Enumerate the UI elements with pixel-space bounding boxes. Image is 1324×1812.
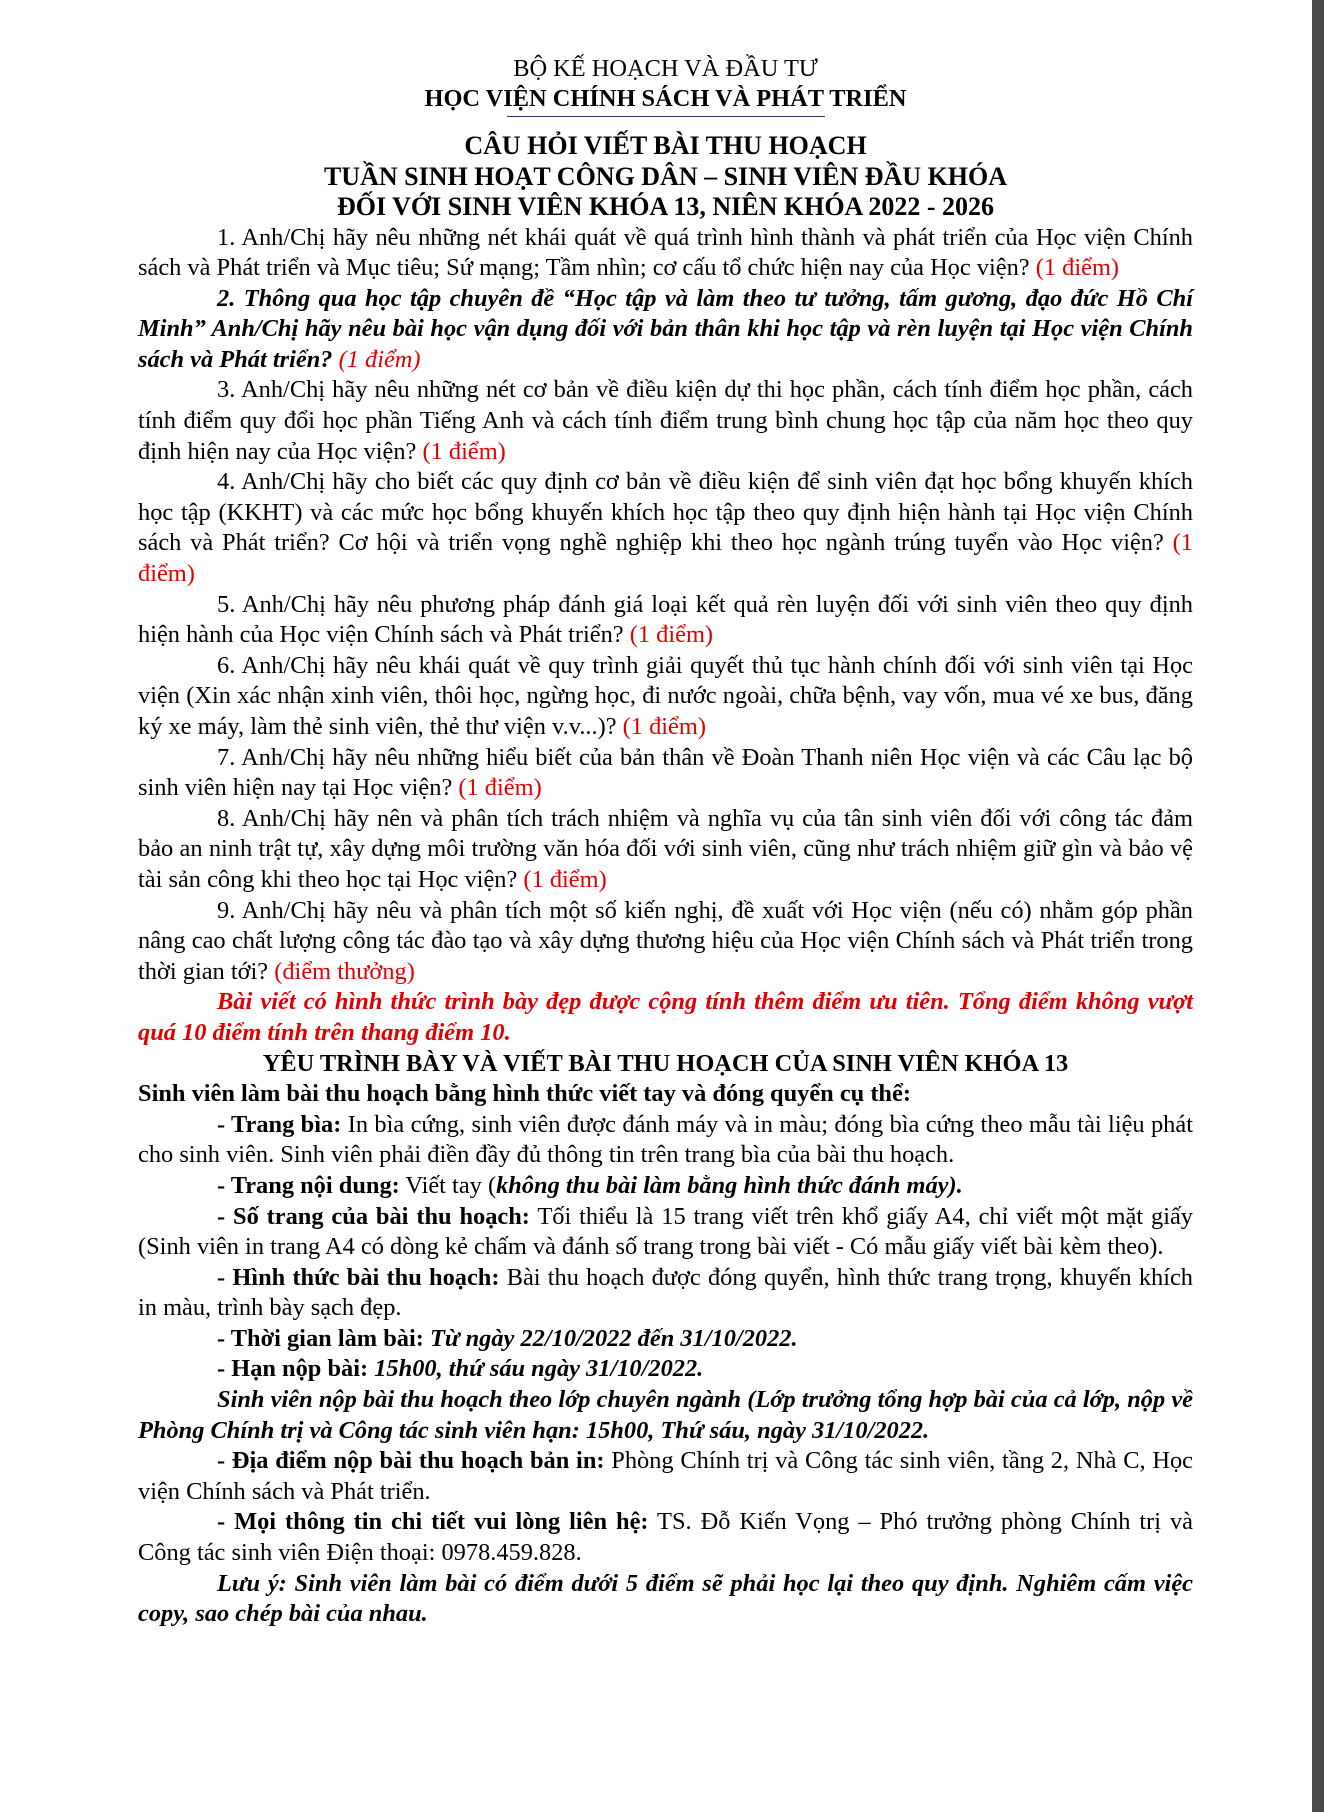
req-text: In bìa cứng, sinh viên được đánh máy và in màu; đóng bìa cứng theo mẫu tài liệu phát cho sinh viên. Sinh viên phải điền đầy đủ thông tin trên trang bìa của bài thu hoạch. <box>138 1110 1193 1169</box>
req-label: - Trang nội dung: <box>217 1171 400 1199</box>
req-emphasis: không thu bài làm bằng hình thức đánh máy). <box>496 1171 963 1199</box>
req-location <box>138 1446 1193 1507</box>
question-2 <box>138 284 1193 376</box>
header-underline <box>507 116 825 117</box>
question-text: 7. Anh/Chị hãy nêu những hiểu biết của bản thân về Đoàn Thanh niên Học viện và các Câu lạc bộ sinh viên hiện nay tại Học viện? <box>138 743 1193 802</box>
document-title <box>138 131 1193 223</box>
question-1 <box>138 223 1193 284</box>
question-score: (1 điểm) <box>138 529 1193 588</box>
question-5 <box>138 590 1193 651</box>
question-score: (điểm thưởng) <box>274 957 415 985</box>
question-text: 8. Anh/Chị hãy nên và phân tích trách nhiệm và nghĩa vụ của tân sinh viên đối với công tác đảm bảo an ninh trật tự, xây dựng môi trường văn hóa đối với sinh viên, cũng như trách nhiệm giữ gìn và bảo vệ tài sản công khi theo học tại Học viện? <box>138 804 1193 893</box>
document-body <box>138 54 1193 1630</box>
question-text: 9. Anh/Chị hãy nêu và phân tích một số kiến nghị, đề xuất với Học viện (nếu có) nhằm góp phần nâng cao chất lượng công tác đào tạo và xây dựng thương hiệu của Học viện Chính sách và Phát triển trong thời gian tới? <box>138 896 1193 985</box>
question-score: (1 điểm) <box>622 713 706 740</box>
title-line-3: ĐỐI VỚI SINH VIÊN KHÓA 13, NIÊN KHÓA 2022 - 2026 <box>336 192 995 221</box>
req-text: Tối thiểu là 15 trang viết trên khổ giấy A4, chỉ viết một mặt giấy (Sinh viên in trang A4 có dòng kẻ chấm và đánh số trang trong bài viết - Có mẫu giấy viết bài kèm theo). <box>138 1202 1193 1261</box>
req-submit-note: Sinh viên nộp bài thu hoạch theo lớp chuyên ngành (Lớp trưởng tổng hợp bài của cả lớp, nộp về Phòng Chính trị và Công tác sinh viên hạn: 15h00, Thứ sáu, ngày 31/10/2022. <box>138 1386 1193 1444</box>
title-line-2: TUẦN SINH HOẠT CÔNG DÂN – SINH VIÊN ĐẦU KHÓA <box>323 161 1008 191</box>
ministry-name: BỘ KẾ HOẠCH VÀ ĐẦU TƯ <box>513 55 818 82</box>
question-6 <box>138 651 1193 743</box>
req-label: - Hình thức bài thu hoạch: <box>217 1263 500 1291</box>
question-list <box>138 223 1193 988</box>
question-9 <box>138 896 1193 988</box>
req-text: Viết tay ( <box>399 1171 497 1199</box>
req-time <box>138 1324 1193 1355</box>
req-label: - Trang bìa: <box>217 1110 342 1138</box>
req-text: TS. Đỗ Kiến Vọng – Phó trưởng phòng Chính trị và Công tác sinh viên Điện thoại: 0978.459.828. <box>138 1508 1193 1567</box>
req-label: - Địa điểm nộp bài thu hoạch bản in: <box>217 1447 605 1475</box>
req-pages <box>138 1202 1193 1263</box>
requirements-heading: YÊU TRÌNH BÀY VÀ VIẾT BÀI THU HOẠCH CỦA SINH VIÊN KHÓA 13 <box>262 1049 1069 1077</box>
req-cover <box>138 1110 1193 1171</box>
req-label: - Hạn nộp bài: <box>217 1355 369 1383</box>
req-deadline <box>138 1354 1193 1385</box>
question-text: 3. Anh/Chị hãy nêu những nét cơ bản về điều kiện dự thi học phần, cách tính điểm học phần, cách tính điểm quy đổi học phần Tiếng Anh và cách tính điểm trung bình chung học tập của năm học theo quy định hiện nay của Học viện? <box>138 376 1193 465</box>
question-score: (1 điểm) <box>458 774 542 802</box>
req-form <box>138 1263 1193 1324</box>
question-score: (1 điểm) <box>1035 254 1120 282</box>
academy-name: HỌC VIỆN CHÍNH SÁCH VÀ PHÁT TRIỂN <box>424 85 907 112</box>
question-text: 1. Anh/Chị hãy nêu những nét khái quát về quá trình hình thành và phát triển của Học viện Chính sách và Phát triển và Mục tiêu; Sứ mạng; Tầm nhìn; cơ cấu tổ chức hiện nay của Học viện? <box>138 223 1193 282</box>
question-3 <box>138 375 1193 467</box>
question-score: (1 điểm) <box>338 345 421 373</box>
question-score: (1 điểm) <box>629 621 714 649</box>
req-content <box>138 1171 1193 1202</box>
question-text: 6. Anh/Chị hãy nêu khái quát về quy trình giải quyết thủ tục hành chính đối với sinh viên tại Học viện (Xin xác nhận xinh viên, thôi học, ngừng học, đi nước ngoài, chữa bệnh, vay vốn, mua vé xe bus, đăng ký xe máy, làm thẻ sinh viên, thẻ thư viện v.v...)? <box>138 651 1193 740</box>
title-line-1: CÂU HỎI VIẾT BÀI THU HOẠCH <box>464 131 867 160</box>
question-text: 4. Anh/Chị hãy cho biết các quy định cơ bản về điều kiện để sinh viên đạt học bổng khuyến khích học tập (KKHT) và các mức học bổng khuyến khích học tập theo quy định hiện hành tại Học viện Chính sách và Phát triển? Cơ hội và triển vọng nghề nghiệp khi theo học ngành trúng tuyển vào Học viện? <box>138 468 1193 557</box>
requirements-intro: Sinh viên làm bài thu hoạch bằng hình thức viết tay và đóng quyển cụ thể: <box>138 1080 911 1108</box>
req-contact <box>138 1507 1193 1568</box>
req-text: Bài thu hoạch được đóng quyển, hình thức trang trọng, khuyến khích in màu, trình bày sạch đẹp. <box>138 1263 1194 1322</box>
req-text: Từ ngày 22/10/2022 đến 31/10/2022. <box>423 1324 798 1352</box>
req-text: Phòng Chính trị và Công tác sinh viên, tầng 2, Nhà C, Học viện Chính sách và Phát triển. <box>138 1447 1193 1505</box>
req-label: - Số trang của bài thu hoạch: <box>217 1202 530 1230</box>
question-score: (1 điểm) <box>422 437 506 465</box>
question-8 <box>138 804 1193 896</box>
question-text: 2. Thông qua học tập chuyên đề “Học tập và làm theo tư tưởng, tấm gương, đạo đức Hồ Chí Minh” Anh/Chị hãy nêu bài học vận dụng đối với bản thân khi học tập và rèn luyện tại Học viện Chính sách và Phát triển? <box>138 284 1193 373</box>
question-score: (1 điểm) <box>523 865 607 893</box>
question-4 <box>138 467 1193 589</box>
document-header <box>138 54 1193 117</box>
req-label: - Thời gian làm bài: <box>217 1324 424 1352</box>
question-text: 5. Anh/Chị hãy nêu phương pháp đánh giá loại kết quả rèn luyện đối với sinh viên theo quy định hiện hành của Học viện Chính sách và Phát triển? <box>138 590 1193 649</box>
warning-note: Lưu ý: Sinh viên làm bài có điểm dưới 5 điểm sẽ phải học lại theo quy định. Nghiêm cấm việc copy, sao chép bài của nhau. <box>138 1569 1193 1628</box>
req-text: 15h00, thứ sáu ngày 31/10/2022. <box>368 1355 704 1383</box>
question-7 <box>138 743 1193 804</box>
req-label: - Mọi thông tin chi tiết vui lòng liên hệ: <box>217 1508 649 1536</box>
bonus-note: Bài viết có hình thức trình bày đẹp được cộng tính thêm điểm ưu tiên. Tổng điểm không vượt quá 10 điểm tính trên thang điểm 10. <box>138 988 1193 1046</box>
